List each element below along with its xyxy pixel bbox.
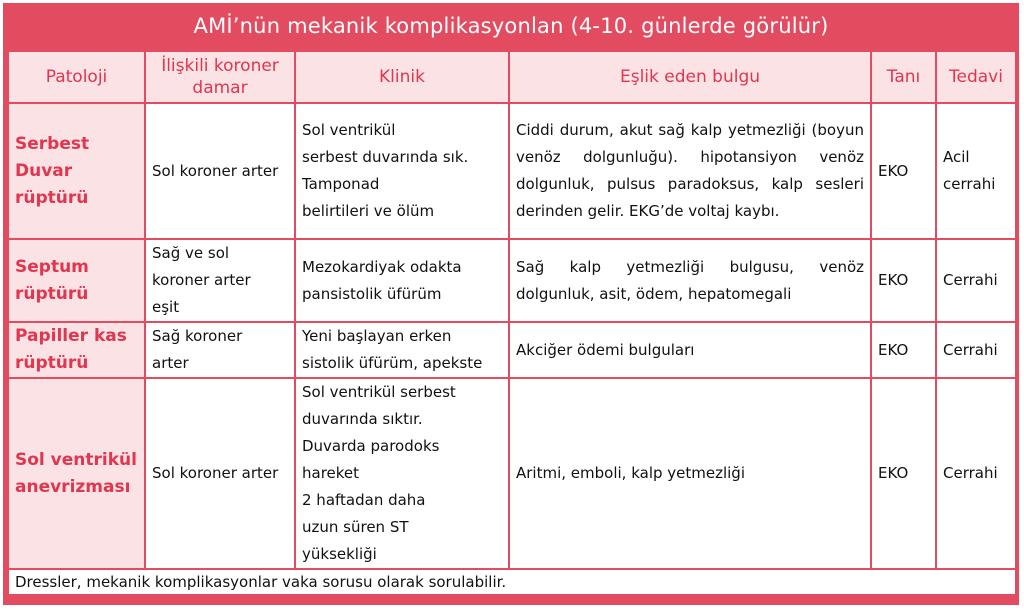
tani-cell: EKO xyxy=(871,378,936,569)
tedavi-cell: Acil cerrahi xyxy=(936,103,1016,239)
header-klinik: Klinik xyxy=(295,51,509,103)
header-tedavi: Tedavi xyxy=(936,51,1016,103)
tani-cell: EKO xyxy=(871,103,936,239)
patoloji-cell: Septum rüptürü xyxy=(8,239,145,322)
header-bulgu: Eşlik eden bulgu xyxy=(509,51,871,103)
klinik-cell: Sol ventrikül serbest duvarında sıktır. Duvarda parodoks hareket 2 haftadan daha uzun süren ST yüksekliği xyxy=(295,378,509,569)
bulgu-cell: Ciddi durum, akut sağ kalp yetmezliği (boyun venöz dolgunluğu). hipotansiyon venöz dolgunluk, pulsus paradoksus, kalp sesleri derinden gelir. EKG’de voltaj kaybı. xyxy=(509,103,871,239)
table-row xyxy=(8,103,1016,239)
table-row xyxy=(8,239,1016,322)
table-frame xyxy=(3,3,1019,605)
header-damar: İlişkili koroner damar xyxy=(145,51,295,103)
damar-cell: Sağ koroner arter xyxy=(145,322,295,378)
klinik-cell: Sol ventrikül serbest duvarında sık. Tamponad belirtileri ve ölüm xyxy=(295,103,509,239)
footnote: Dressler, mekanik komplikasyonlar vaka sorusu olarak sorulabilir. xyxy=(8,569,1016,595)
header-row xyxy=(8,51,1016,103)
header-tani: Tanı xyxy=(871,51,936,103)
klinik-cell: Yeni başlayan erken sistolik üfürüm, apekste xyxy=(295,322,509,378)
patoloji-cell: Sol ventrikül anevrizması xyxy=(8,378,145,569)
table-row xyxy=(8,322,1016,378)
bulgu-cell: Aritmi, emboli, kalp yetmezliği xyxy=(509,378,871,569)
bulgu-cell: Akciğer ödemi bulguları xyxy=(509,322,871,378)
patoloji-cell: Papiller kas rüptürü xyxy=(8,322,145,378)
damar-cell: Sağ ve sol koroner arter eşit xyxy=(145,239,295,322)
tedavi-cell: Cerrahi xyxy=(936,322,1016,378)
footnote-row xyxy=(8,569,1016,595)
klinik-cell: Mezokardiyak odakta pansistolik üfürüm xyxy=(295,239,509,322)
tani-cell: EKO xyxy=(871,239,936,322)
bulgu-cell: Sağ kalp yetmezliği bulgusu, venöz dolgunluk, asit, ödem, hepatomegali xyxy=(509,239,871,322)
patoloji-cell: Serbest Duvar rüptürü xyxy=(8,103,145,239)
tedavi-cell: Cerrahi xyxy=(936,239,1016,322)
complications-table xyxy=(7,50,1017,596)
tani-cell: EKO xyxy=(871,322,936,378)
header-patoloji: Patoloji xyxy=(8,51,145,103)
damar-cell: Sol koroner arter xyxy=(145,103,295,239)
table-row xyxy=(8,378,1016,569)
table-title: AMİ’nün mekanik komplikasyonlan (4-10. günlerde görülür) xyxy=(193,14,829,38)
tedavi-cell: Cerrahi xyxy=(936,378,1016,569)
damar-cell: Sol koroner arter xyxy=(145,378,295,569)
